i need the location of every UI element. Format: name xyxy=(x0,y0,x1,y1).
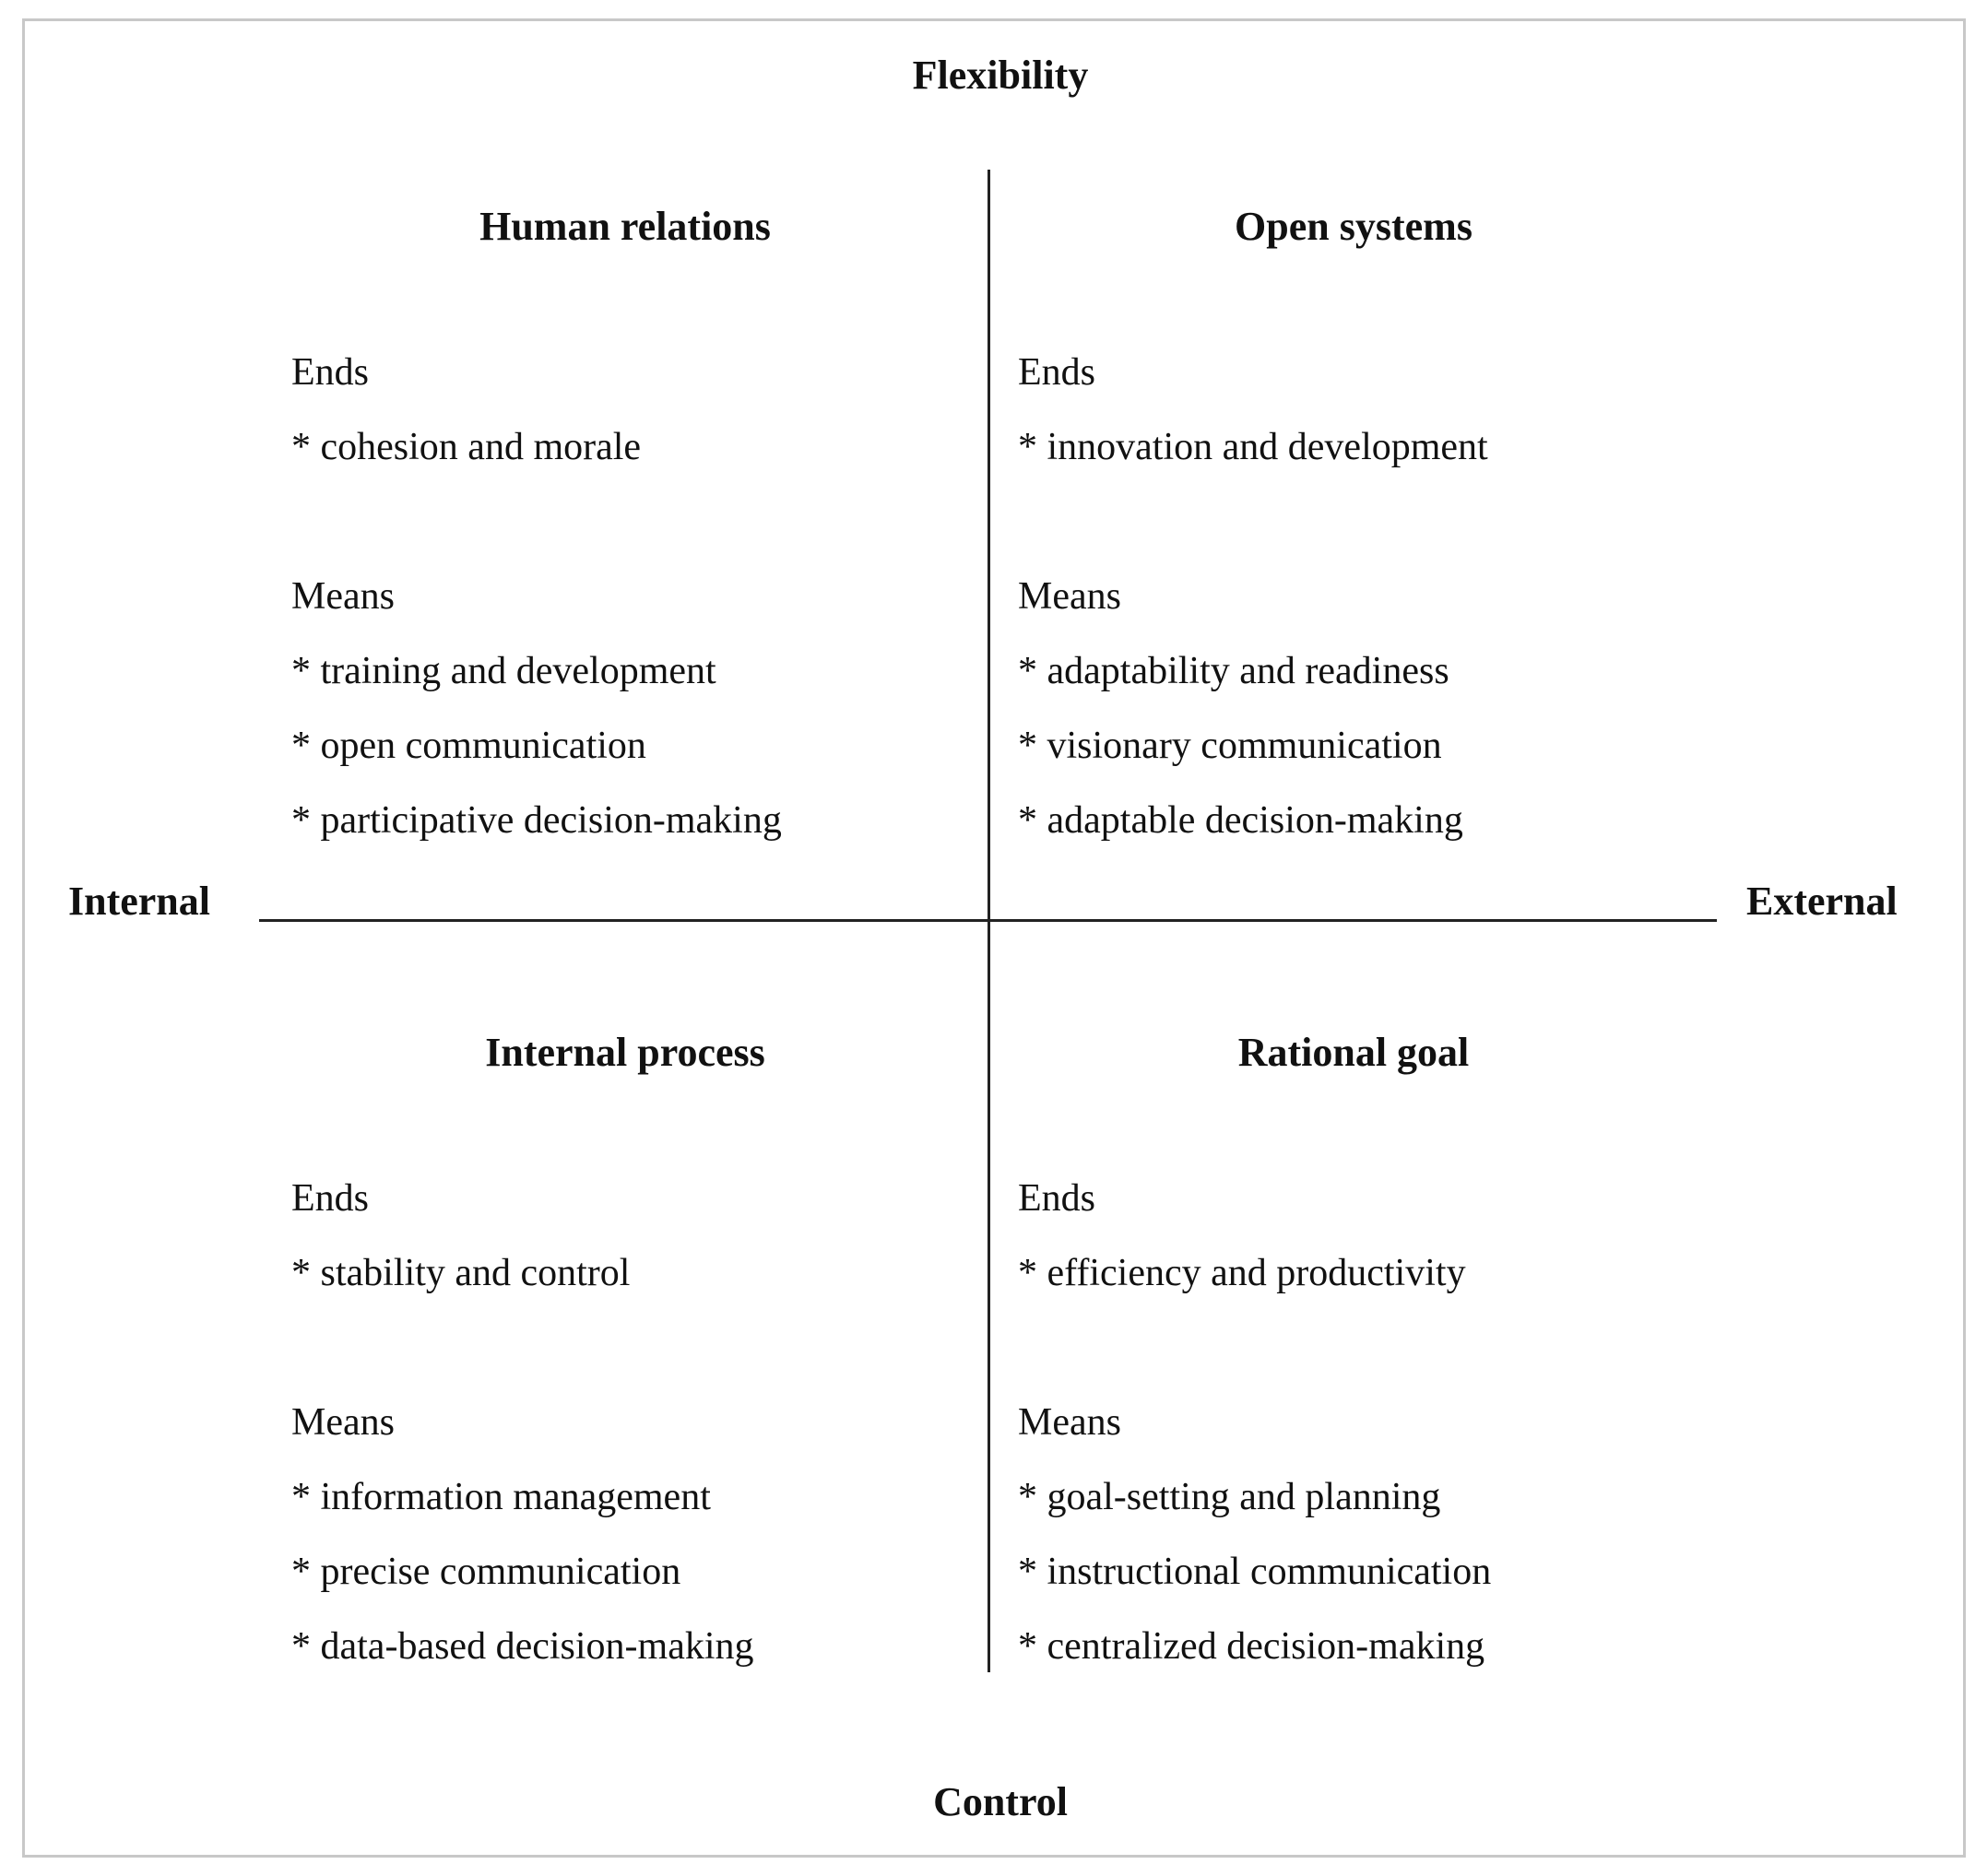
axis-label-control: Control xyxy=(933,1779,1068,1824)
spacer xyxy=(291,485,955,560)
ends-heading: Ends xyxy=(291,351,369,394)
means-item: * precise communication xyxy=(291,1551,681,1593)
means-item: * instructional communication xyxy=(1018,1551,1492,1593)
quadrant-human-relations xyxy=(291,336,955,858)
axis-label-external: External xyxy=(1746,879,1898,924)
quadrant-title-internal-process: Internal process xyxy=(485,1030,765,1075)
means-item: * participative decision-making xyxy=(291,799,782,842)
means-item: * visionary communication xyxy=(1018,725,1442,767)
quadrant-rational-goal xyxy=(1018,1162,1682,1684)
horizontal-axis-line xyxy=(259,919,1717,922)
means-item: * adaptable decision-making xyxy=(1018,799,1463,842)
quadrant-open-systems xyxy=(1018,336,1682,858)
spacer xyxy=(1018,485,1682,560)
axis-label-internal: Internal xyxy=(68,879,210,924)
means-heading: Means xyxy=(1018,1401,1121,1444)
quadrant-internal-process xyxy=(291,1162,955,1684)
spacer xyxy=(1018,1311,1682,1386)
ends-item: * cohesion and morale xyxy=(291,426,642,468)
means-item: * information management xyxy=(291,1476,711,1518)
means-item: * training and development xyxy=(291,650,716,692)
means-heading: Means xyxy=(1018,575,1121,618)
axis-label-flexibility: Flexibility xyxy=(912,53,1089,98)
ends-item: * efficiency and productivity xyxy=(1018,1252,1466,1294)
ends-heading: Ends xyxy=(1018,1177,1095,1220)
spacer xyxy=(291,1311,955,1386)
means-item: * goal-setting and planning xyxy=(1018,1476,1441,1518)
means-item: * adaptability and readiness xyxy=(1018,650,1449,692)
ends-item: * innovation and development xyxy=(1018,426,1488,468)
means-item: * open communication xyxy=(291,725,646,767)
means-item: * centralized decision-making xyxy=(1018,1625,1485,1668)
means-heading: Means xyxy=(291,575,395,618)
means-heading: Means xyxy=(291,1401,395,1444)
ends-heading: Ends xyxy=(291,1177,369,1220)
ends-item: * stability and control xyxy=(291,1252,631,1294)
quadrant-title-open-systems: Open systems xyxy=(1235,204,1473,249)
ends-heading: Ends xyxy=(1018,351,1095,394)
quadrant-title-human-relations: Human relations xyxy=(479,204,771,249)
quadrant-title-rational-goal: Rational goal xyxy=(1237,1030,1470,1075)
means-item: * data-based decision-making xyxy=(291,1625,754,1668)
